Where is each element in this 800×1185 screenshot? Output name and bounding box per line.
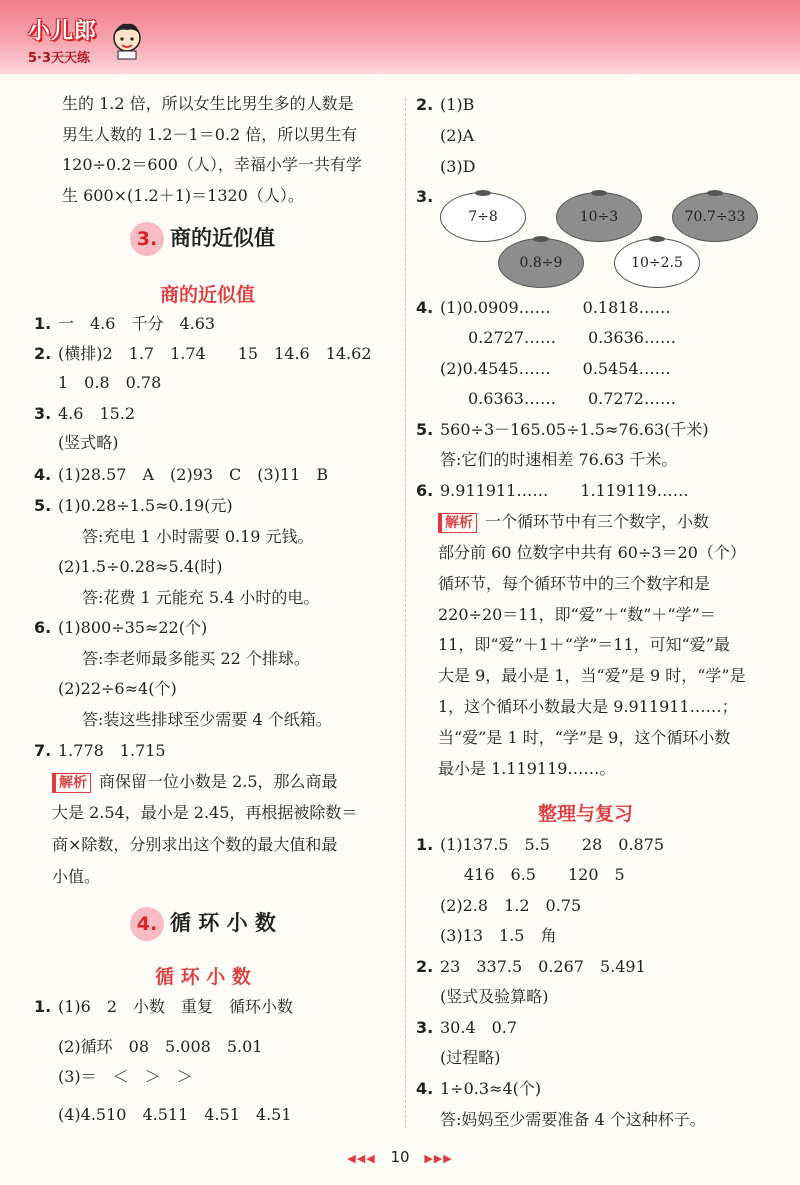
item-text: 一 4.6 千分 4.63 [58, 314, 216, 333]
item-text: 小值。 [52, 867, 101, 886]
item-number: 6. [34, 618, 52, 637]
item-text: 答:装这些排球至少需要 4 个纸箱。 [82, 710, 332, 729]
item-text: 一个循环节中有三个数字，小数 [485, 512, 710, 531]
analysis-line [52, 834, 337, 856]
expression-bubble: 0.8÷9 [498, 238, 584, 288]
item-text: (1)6 2 小数 重复 循环小数 [58, 997, 294, 1016]
page-header [0, 0, 800, 74]
item-text: 循环节，每个循环节中的三个数字和是 [438, 574, 711, 593]
item-number: 4. [416, 298, 434, 317]
item-text: (3)＝ ＜ ＞ ＞ [58, 1067, 193, 1086]
section-subtitle-4: 循 环 小 数 [155, 966, 251, 988]
answer-line [58, 1066, 193, 1088]
analysis-line [438, 634, 730, 656]
item-text: 男生人数的 1.2－1＝0.2 倍，所以男生有 [62, 124, 358, 144]
answer-line [440, 1109, 706, 1131]
answer-line [416, 297, 671, 319]
item-number: 1. [34, 314, 52, 333]
analysis-line [438, 604, 716, 626]
answer-line [416, 956, 646, 978]
item-text: 大是 9，最小是 1，当“爱”是 9 时，“学”是 [438, 666, 746, 685]
item-text: (竖式及验算略) [440, 987, 549, 1006]
analysis-tag: 解析 [52, 773, 91, 793]
item-text: (1)137.5 5.5 28 0.875 [440, 835, 665, 854]
item-text: 1，这个循环小数最大是 9.911911……； [438, 697, 738, 716]
item-text: 1÷0.3≈4(个) [440, 1079, 542, 1098]
item-text: (2)A [440, 126, 475, 145]
item-number: 2. [34, 344, 52, 363]
item-text: 答:李老师最多能买 22 个排球。 [82, 649, 310, 668]
item-text: 1.778 1.715 [58, 741, 166, 760]
review-title: 整理与复习 [538, 803, 634, 825]
answer-line [58, 1104, 292, 1126]
analysis-line [52, 802, 357, 824]
section-title-3 [130, 222, 275, 256]
page-number: 10 [390, 1148, 410, 1166]
analysis-line [438, 511, 709, 533]
item-text: (3)D [440, 157, 476, 176]
answer-line [58, 432, 119, 454]
answer-line [416, 1017, 517, 1039]
column-divider [405, 98, 406, 1128]
item-text: 220÷20＝11，即“爱”＋“数”＋“学”＝ [438, 605, 716, 624]
answer-line [58, 1036, 262, 1058]
answer-line [82, 648, 310, 670]
item-text: 0.6363…… 0.7272…… [468, 389, 676, 408]
expression-bubble: 10÷3 [556, 192, 642, 242]
answer-line [440, 986, 549, 1008]
item-number: 4. [34, 465, 52, 484]
item-text: 416 6.5 120 5 [464, 865, 625, 884]
analysis-line [438, 758, 615, 780]
item-text: (3)13 1.5 角 [440, 926, 557, 945]
item-text: 生的 1.2 倍，所以女生比男生多的人数是 [62, 94, 354, 113]
analysis-line [438, 727, 730, 749]
answer-line [440, 925, 556, 947]
section-title-4 [130, 907, 276, 941]
answer-line [416, 94, 474, 116]
item-text: 23 337.5 0.267 5.491 [440, 957, 646, 976]
item-text: (2)0.4545…… 0.5454…… [440, 359, 671, 378]
prev-arrows: ◀◀◀ [347, 1152, 376, 1165]
analysis-line [52, 866, 100, 888]
intro-line [62, 124, 357, 146]
expression-bubble: 7÷8 [440, 192, 526, 242]
mascot-icon [110, 20, 144, 60]
answer-line [34, 343, 372, 365]
item-number: 3. [416, 1018, 434, 1037]
answer-line [34, 403, 135, 425]
item-text: (2)2.8 1.2 0.75 [440, 896, 582, 915]
item-text: 生 600×(1.2＋1)＝1320（人）。 [62, 185, 304, 205]
item-text: 答:它们的时速相差 76.63 千米。 [440, 450, 678, 469]
item-text: 商×除数，分别求出这个数的最大值和最 [52, 835, 338, 854]
answer-line [58, 678, 177, 700]
answer-line [416, 1078, 541, 1100]
item-number: 2. [416, 957, 434, 976]
answer-line [440, 1047, 501, 1069]
intro-line [62, 185, 304, 207]
answer-line [58, 556, 222, 578]
item-text: 商保留一位小数是 2.5，那么商最 [99, 772, 338, 791]
item-number: 3. [416, 187, 434, 206]
item-text: 0.2727…… 0.3636…… [468, 328, 676, 347]
brand-logo [28, 14, 97, 66]
answer-line [416, 834, 664, 856]
section-subtitle-3: 商的近似值 [160, 284, 256, 306]
answer-line [416, 419, 709, 441]
item-number: 1. [34, 997, 52, 1016]
item-text: 答:充电 1 小时需要 0.19 元钱。 [82, 527, 314, 546]
analysis-line [438, 542, 746, 564]
item-number: 5. [416, 420, 434, 439]
item-text: (1)28.57 A (2)93 C (3)11 B [58, 465, 329, 484]
answer-line [34, 495, 233, 517]
expression-bubble: 10÷2.5 [614, 238, 700, 288]
answer-line [468, 327, 676, 349]
intro-line [62, 93, 354, 115]
item-text: (2)22÷6≈4(个) [58, 679, 177, 698]
item-number: 7. [34, 741, 52, 760]
brand-name: 小儿郎 [28, 19, 98, 44]
item-text: (竖式略) [58, 433, 119, 452]
item-text: 当“爱”是 1 时，“学”是 9，这个循环小数 [438, 728, 731, 747]
page-footer [0, 1148, 800, 1166]
answer-line [82, 526, 314, 548]
item-text: 4.6 15.2 [58, 404, 136, 423]
item-text: (2)1.5÷0.28≈5.4(时) [58, 557, 223, 576]
analysis-line [438, 573, 710, 595]
answer-line [468, 388, 676, 410]
item-text: 11，即“爱”＋1＋“学”＝11，可知“爱”最 [438, 635, 730, 654]
answer-line [440, 895, 581, 917]
analysis-tag: 解析 [438, 513, 477, 533]
answer-line [82, 587, 319, 609]
answer-line [34, 313, 215, 335]
section-number-badge: 4. [130, 907, 164, 941]
item-number: 4. [416, 1079, 434, 1098]
expression-bubble: 70.7÷33 [672, 192, 758, 242]
answer-line [440, 449, 677, 471]
series-name: 5·3天天练 [28, 51, 91, 66]
section-number-badge: 3. [130, 222, 164, 256]
analysis-line [52, 771, 338, 793]
item-number: 6. [416, 481, 434, 500]
item-text: (1)0.28÷1.5≈0.19(元) [58, 496, 233, 515]
item-text: (2)循环 08 5.008 5.01 [58, 1037, 263, 1056]
answer-line [34, 617, 207, 639]
intro-line [62, 154, 362, 176]
item-text: (1)0.0909…… 0.1818…… [440, 298, 671, 317]
answer-line [34, 464, 328, 486]
analysis-line [438, 696, 738, 718]
item-number: 2. [416, 95, 434, 114]
item-text: 30.4 0.7 [440, 1018, 518, 1037]
item-text: (1)B [440, 95, 475, 114]
item-number: 1. [416, 835, 434, 854]
item-text: 答:花费 1 元能充 5.4 小时的电。 [82, 588, 320, 607]
q3-label [416, 186, 440, 208]
answer-line [58, 372, 161, 394]
item-text: 大是 2.54，最小是 2.45，再根据被除数＝ [52, 803, 358, 822]
item-text: 部分前 60 位数字中共有 60÷3＝20（个） [438, 543, 746, 562]
item-text: (过程略) [440, 1048, 501, 1067]
answer-line [464, 864, 625, 886]
section-title-text: 循 环 小 数 [170, 911, 276, 935]
item-text: 9.911911…… 1.119119…… [440, 481, 689, 500]
answer-line [34, 996, 293, 1018]
item-text: (横排)2 1.7 1.74 15 14.6 14.62 [58, 344, 372, 363]
answer-line [82, 709, 332, 731]
item-text: (4)4.510 4.511 4.51 4.51 [58, 1105, 292, 1124]
answer-line [440, 125, 474, 147]
section-title-text: 商的近似值 [170, 226, 275, 250]
answer-line [440, 156, 476, 178]
item-text: (1)800÷35≈22(个) [58, 618, 208, 637]
analysis-line [438, 665, 746, 687]
item-text: 1 0.8 0.78 [58, 373, 162, 392]
next-arrows: ▶▶▶ [424, 1152, 453, 1165]
answer-line [416, 480, 689, 502]
item-number: 5. [34, 496, 52, 515]
item-text: 最小是 1.119119……。 [438, 759, 616, 778]
item-number: 3. [34, 404, 52, 423]
item-text: 120÷0.2＝600（人），幸福小学一共有学 [62, 155, 362, 174]
item-text: 560÷3－165.05÷1.5≈76.63(千米) [440, 420, 709, 439]
answer-line [34, 740, 166, 762]
item-text: 答:妈妈至少需要准备 4 个这种杯子。 [440, 1110, 706, 1129]
answer-line [440, 358, 671, 380]
